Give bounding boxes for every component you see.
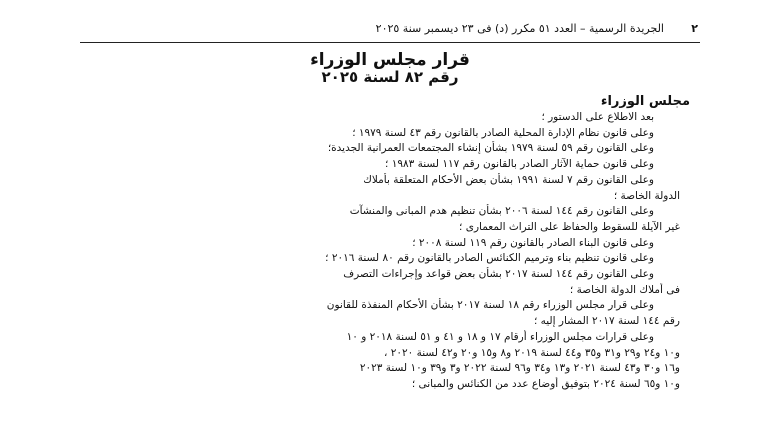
body-line: بعد الاطلاع على الدستور ؛: [541, 111, 654, 123]
page-header: [80, 22, 700, 38]
body-line: وعلى القانون رقم ٧ لسنة ١٩٩١ بشأن بعض الأحكام المتعلقة بأملاك: [363, 173, 654, 186]
body-line: وعلى قرارات مجلس الوزراء أرقام ١٧ و ١٨ و ٤١ و ٥١ لسنة ٢٠١٨ و ١٠: [346, 330, 654, 343]
body-line: الدولة الخاصة ؛: [613, 189, 680, 202]
decree-number: رقم ٨٢ لسنة ٢٠٢٥: [321, 68, 459, 86]
body-line: و١٠ و٦٥ لسنة ٢٠٢٤ بتوفيق أوضاع عدد من الكنائس والمبانى ؛: [411, 377, 680, 390]
body-line: رقم ١٤٤ لسنة ٢٠١٧ المشار إليه ؛: [533, 315, 680, 328]
body-line: غير الآيلة للسقوط والحفاظ على التراث المعمارى ؛: [459, 220, 680, 233]
body-line: وعلى قانون البناء الصادر بالقانون رقم ١١٩ لسنة ٢٠٠٨ ؛: [412, 236, 654, 249]
body-line: وعلى قانون تنظيم بناء وترميم الكنائس الصادر بالقانون رقم ٨٠ لسنة ٢٠١٦ ؛: [325, 252, 654, 265]
body-line: وعلى القانون رقم ١٤٤ لسنة ٢٠٠٦ بشأن تنظيم هدم المبانى والمنشآت: [349, 205, 654, 218]
page-number: ٢: [691, 22, 698, 35]
decree-body: [80, 110, 680, 393]
gazette-header-text: الجريدة الرسمية – العدد ٥١ مكرر (د) فى ٢٣ ديسمبر سنة ٢٠٢٥: [375, 22, 664, 35]
body-line: فى أملاك الدولة الخاصة ؛: [569, 283, 680, 296]
body-line: وعلى قانون نظام الإدارة المحلية الصادر بالقانون رقم ٤٣ لسنة ١٩٧٩ ؛: [352, 126, 654, 139]
body-line: و١٠ و٢٤ و٢٩ و٣١ و٣٥ و٤٤ لسنة ٢٠١٩ و٨ و١٥ و٢٠ و٤٢ لسنة ٢٠٢٠ ،: [384, 346, 680, 359]
document-page: [80, 0, 700, 439]
body-line: وعلى قرار مجلس الوزراء رقم ١٨ لسنة ٢٠١٧ بشأن الأحكام المنفذة للقانون: [326, 299, 654, 312]
section-heading: مجلس الوزراء: [600, 94, 690, 109]
body-line: وعلى قانون حماية الآثار الصادر بالقانون رقم ١١٧ لسنة ١٩٨٣ ؛: [385, 158, 654, 171]
header-divider: [80, 42, 700, 43]
body-line: و١٦ و٣٠ و٤٣ لسنة ٢٠٢١ و١٣ و٣٤ و٩٦ لسنة ٢٠٢٢ و٣ و٣٩ و١٠ لسنة ٢٠٢٣: [359, 362, 680, 375]
decree-title: قرار مجلس الوزراء: [310, 50, 470, 70]
body-line: وعلى القانون رقم ١٤٤ لسنة ٢٠١٧ بشأن بعض قواعد وإجراءات التصرف: [343, 268, 654, 281]
body-line: وعلى القانون رقم ٥٩ لسنة ١٩٧٩ بشأن إنشاء المجتمعات العمرانية الجديدة؛: [327, 142, 654, 155]
